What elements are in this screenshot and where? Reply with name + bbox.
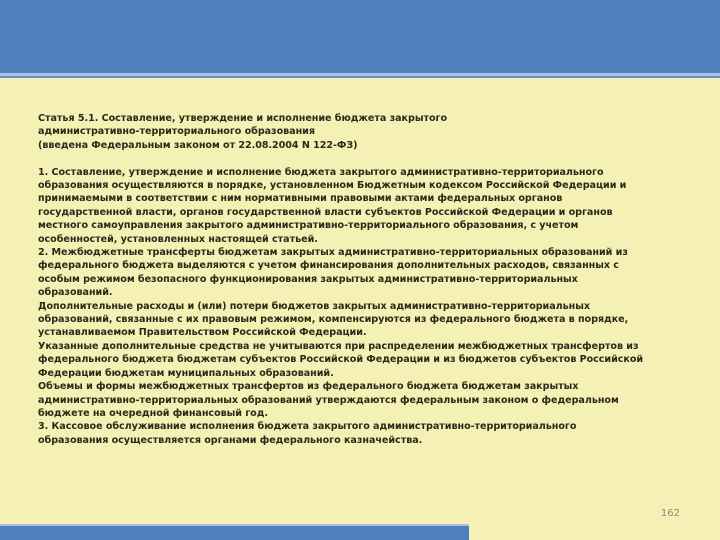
- article-title-line: Статья 5.1. Составление, утверждение и исполнение бюджета закрытого: [38, 113, 447, 124]
- body-line: особенностей, установленных настоящей статьей.: [38, 233, 318, 245]
- body-line: Федерации бюджетам муниципальных образований.: [38, 367, 334, 379]
- body-line: государственной власти, органов государственной власти субъектов Российской Федерации и органов: [38, 206, 613, 218]
- body-line: административно-территориальных образований утверждаются федеральным законом о федеральном: [38, 394, 619, 406]
- body-line: 2. Межбюджетные трансферты бюджетам закрытых административно-территориальных образований из: [38, 247, 628, 259]
- body-line: бюджете на очередной финансовый год.: [38, 407, 269, 419]
- body-line: устанавливаемом Правительством Российской Федерации.: [38, 327, 367, 339]
- body-line: федерального бюджета бюджетам субъектов Российской Федерации и из бюджетов субъектов Российской: [38, 354, 644, 366]
- article-amendment-note: (введена Федеральным законом от 22.08.2004 N 122-ФЗ): [38, 139, 358, 151]
- page-number: 162: [660, 508, 680, 519]
- body-line: образования осуществляется органами федерального казначейства.: [38, 434, 423, 446]
- paragraph-gap: [38, 152, 698, 165]
- header-rule-dark: [0, 76, 720, 78]
- body-line: Объемы и формы межбюджетных трансфертов из федерального бюджета бюджетам закрытых: [38, 381, 579, 393]
- body-line: принимаемыми в соответствии с ним нормативными правовыми актами федеральных органов: [38, 193, 563, 205]
- body-line: 3. Кассовое обслуживание исполнения бюджета закрытого административно-территориального: [38, 421, 577, 433]
- slide-text: [38, 112, 698, 447]
- body-line: местного самоуправления закрытого административно-территориального образования, с учетом: [38, 220, 579, 232]
- body-line: образований, связанные с их правовым режимом, компенсируются из федерального бюджета в порядке,: [38, 314, 629, 326]
- body-line: образований.: [38, 287, 113, 299]
- article-title-line: административно-территориального образования: [38, 126, 315, 138]
- body-line: 1. Составление, утверждение и исполнение бюджета закрытого административно-территориального: [38, 166, 604, 178]
- body-line: Дополнительные расходы и (или) потери бюджетов закрытых административно-территориальных: [38, 300, 590, 312]
- body-line: образования осуществляются в порядке, установленном Бюджетным кодексом Российской Федерации и: [38, 180, 627, 192]
- footer-band: [0, 526, 469, 540]
- header-band: [0, 0, 720, 73]
- body-line: Указанные дополнительные средства не учитываются при распределении межбюджетных трансфертов из: [38, 340, 639, 352]
- body-line: особым режимом безопасного функционирования закрытых административно-территориальных: [38, 273, 578, 285]
- body-line: федерального бюджета выделяются с учетом финансирования дополнительных расходов, связанных с: [38, 260, 619, 272]
